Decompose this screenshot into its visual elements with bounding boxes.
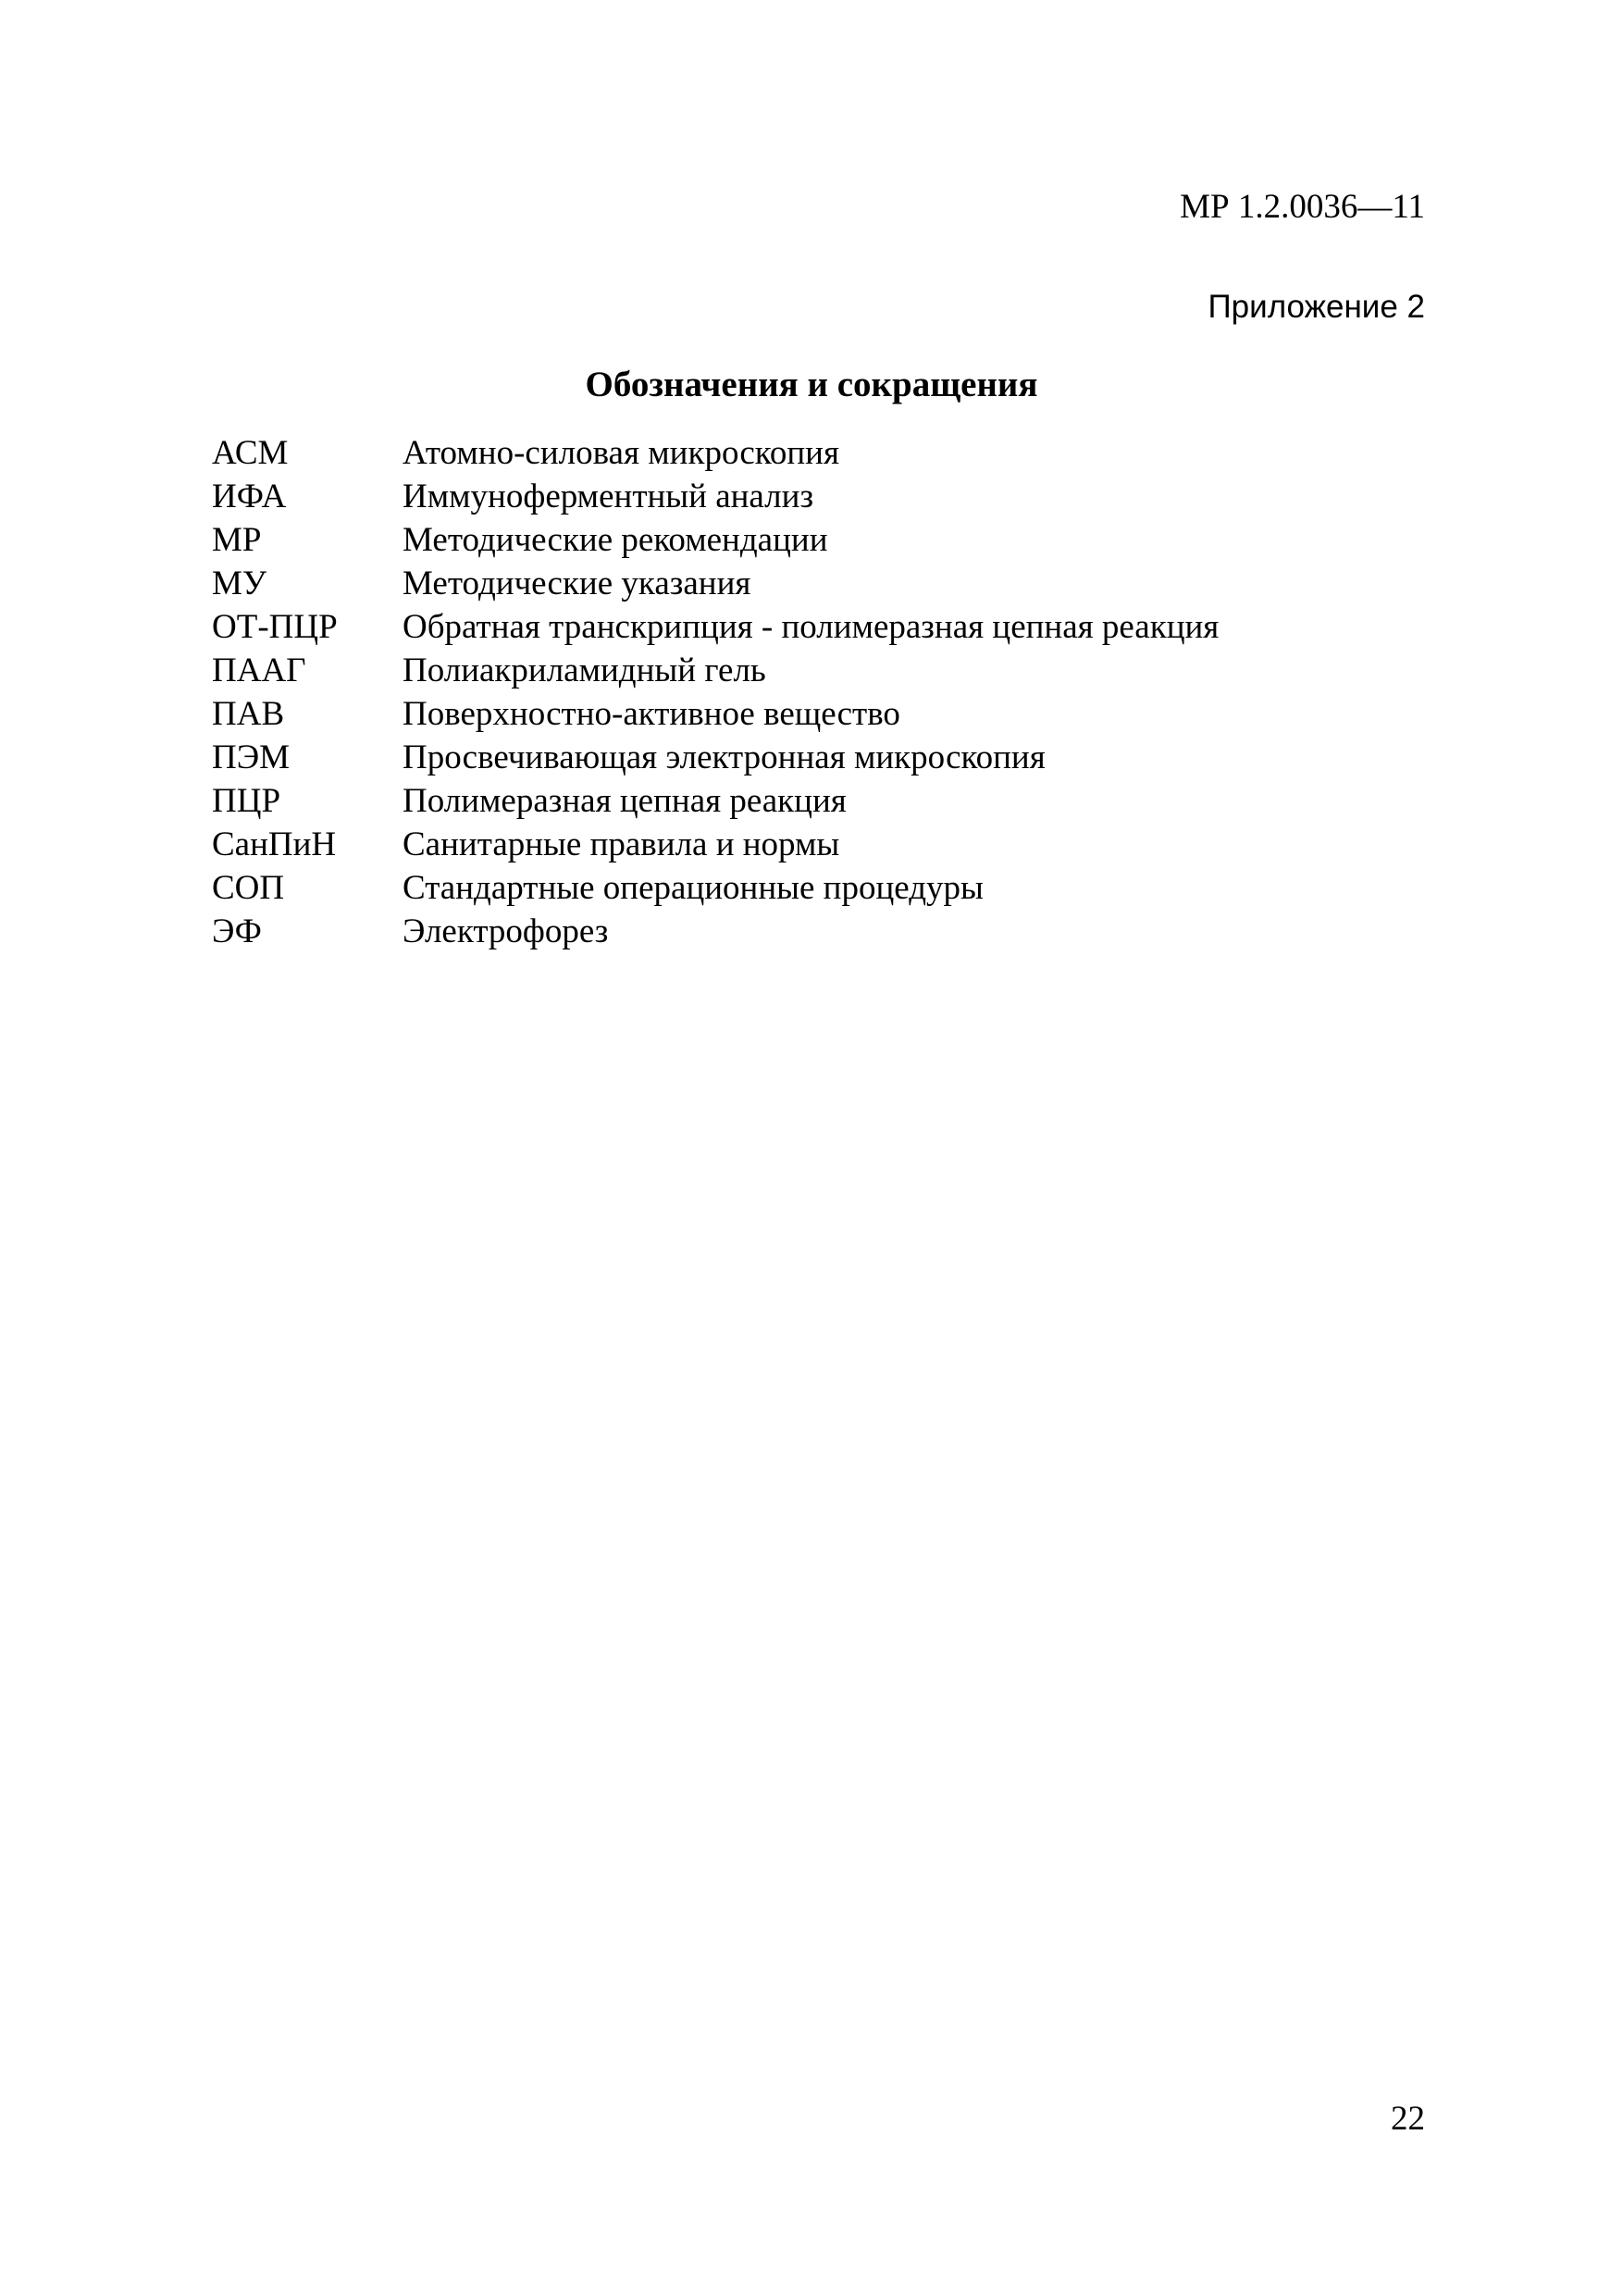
- abbreviation-definition: Санитарные правила и нормы: [403, 825, 840, 863]
- abbreviation-term: ПЭМ: [212, 738, 291, 776]
- abbreviation-definition: Методические рекомендации: [403, 521, 828, 559]
- abbreviation-row: [212, 475, 1219, 518]
- abbreviation-term: ПЦР: [212, 782, 281, 820]
- abbreviation-term: ИФА: [212, 478, 287, 515]
- abbreviation-definition: Электрофорез: [403, 912, 609, 950]
- page-number: 22: [1391, 2100, 1425, 2138]
- abbreviation-definition: Иммуноферментный анализ: [403, 478, 814, 515]
- abbreviation-definition: Обратная транскрипция - полимеразная цепная реакция: [403, 608, 1220, 646]
- abbreviation-term: ЭФ: [212, 912, 262, 950]
- abbreviation-definition: Атомно-силовая микроскопия: [403, 434, 840, 472]
- abbreviation-term: ПАВ: [212, 695, 285, 733]
- abbreviation-term: МР: [212, 521, 262, 559]
- abbreviation-definition: Поверхностно-активное вещество: [403, 695, 900, 733]
- abbreviation-row: [212, 736, 1219, 779]
- abbreviation-definition: Полиакриламидный гель: [403, 652, 766, 689]
- abbreviation-row: [212, 779, 1219, 823]
- abbreviation-row: [212, 562, 1219, 605]
- section-title: Обозначения и сокращения: [585, 365, 1038, 404]
- abbreviation-row: [212, 605, 1219, 649]
- document-code: МР 1.2.0036—11: [1180, 188, 1425, 226]
- abbreviation-definition: Стандартные операционные процедуры: [403, 869, 984, 907]
- abbreviation-definition: Полимеразная цепная реакция: [403, 782, 847, 820]
- abbreviation-term: СанПиН: [212, 825, 337, 863]
- appendix-label: Приложение 2: [1208, 289, 1425, 325]
- abbreviation-row: [212, 431, 1219, 475]
- abbreviation-term: АСМ: [212, 434, 289, 472]
- abbreviation-term: ПААГ: [212, 652, 306, 689]
- abbreviation-row: [212, 910, 1219, 953]
- abbreviation-definition: Просвечивающая электронная микроскопия: [403, 738, 1046, 776]
- abbreviation-list: [212, 431, 1219, 953]
- abbreviation-term: СОП: [212, 869, 285, 907]
- abbreviation-row: [212, 692, 1219, 736]
- abbreviation-term: ОТ-ПЦР: [212, 608, 338, 646]
- abbreviation-row: [212, 649, 1219, 692]
- abbreviation-definition: Методические указания: [403, 565, 751, 602]
- abbreviation-term: МУ: [212, 565, 267, 602]
- abbreviation-row: [212, 518, 1219, 562]
- abbreviation-row: [212, 823, 1219, 866]
- abbreviation-row: [212, 866, 1219, 910]
